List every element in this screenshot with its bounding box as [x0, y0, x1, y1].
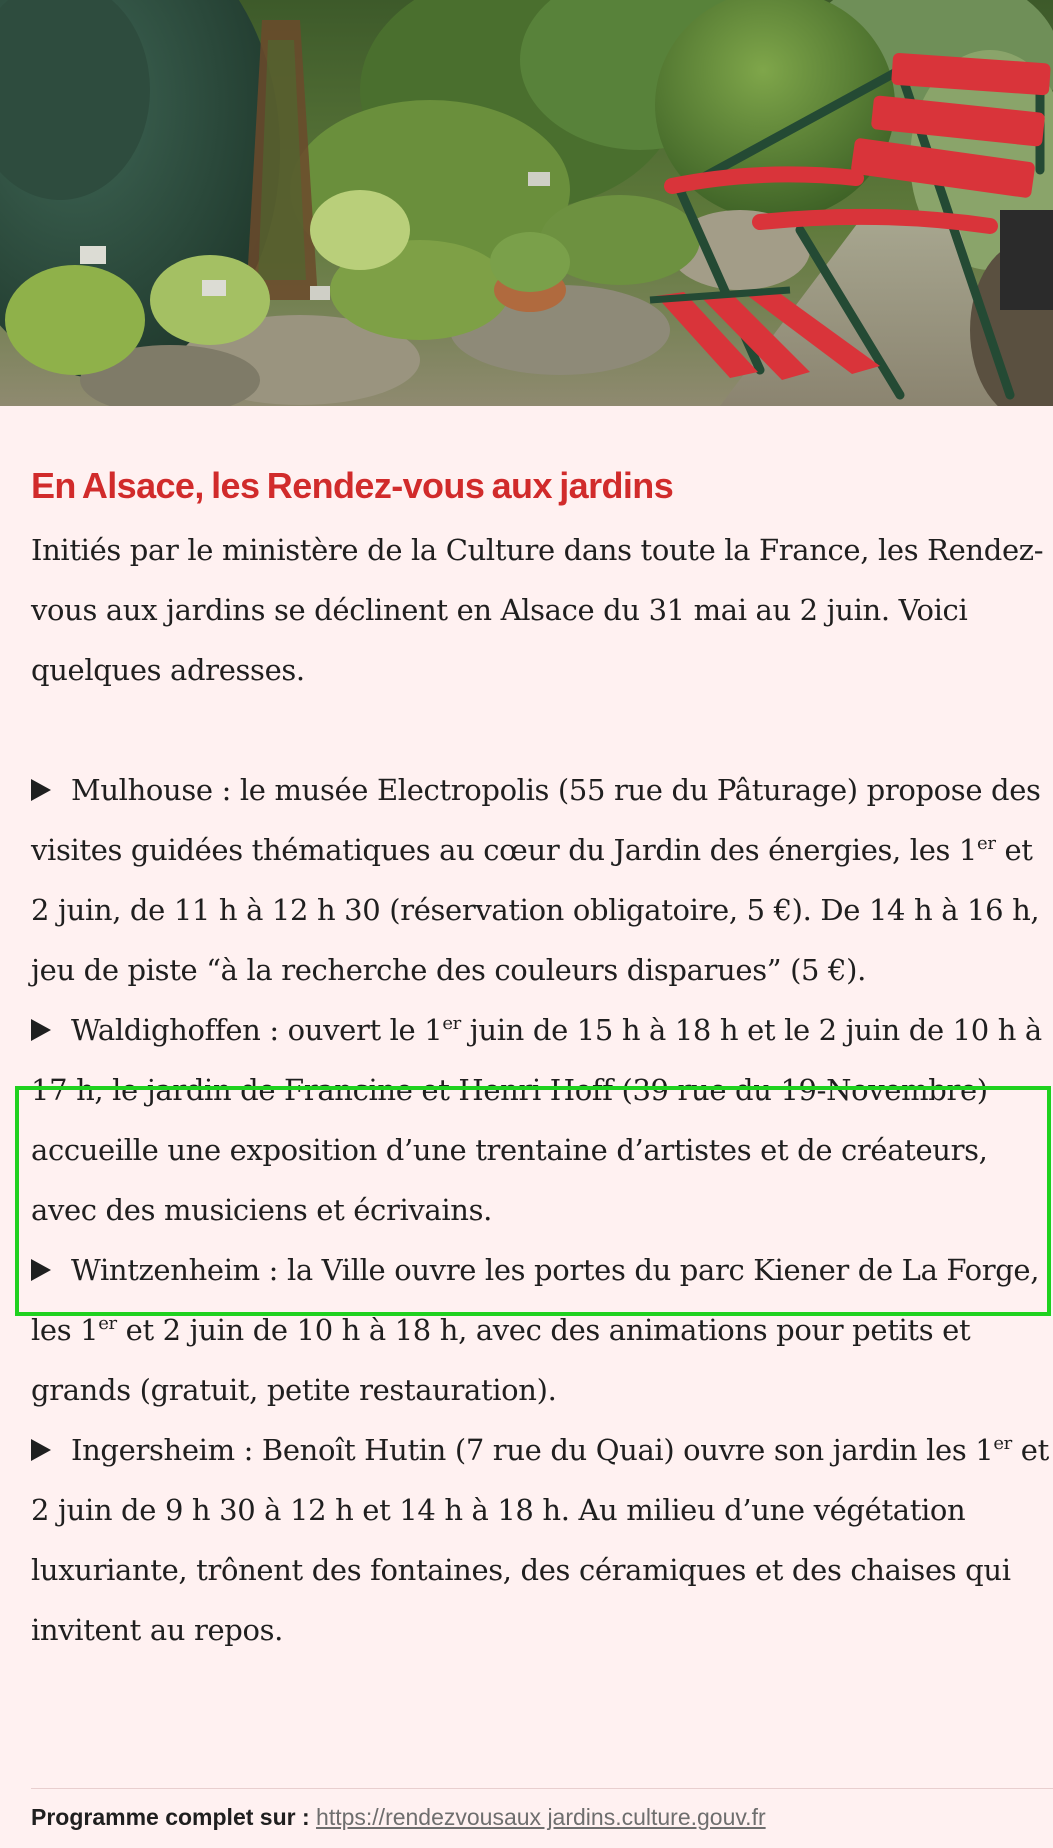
list-item-waldighoffen [31, 1000, 1051, 1240]
item-place: Waldighoffen [71, 1013, 261, 1047]
footer-divider [31, 1788, 1053, 1789]
item-sup: er [977, 833, 996, 854]
item-sup: er [442, 1013, 461, 1034]
triangle-right-icon [31, 1439, 51, 1461]
triangle-right-icon [31, 1019, 51, 1041]
item-text-cont: et 2 juin de 9 h 30 à 12 h et 14 h à 18 h. Au milieu d’une végétation luxuriante, trônent des fontaines, des céramiques et des chaises qui invitent au repos. [31, 1433, 1049, 1647]
item-text-cont: et 2 juin, de 11 h à 12 h 30 (réservation obligatoire, 5 €). De 14 h à 16 h, jeu de piste “à la recherche des couleurs disparues” (5 €). [31, 833, 1040, 987]
footer [31, 1800, 1051, 1834]
item-text-cont: et 2 juin de 10 h à 18 h, avec des animations pour petits et grands (gratuit, petite restauration). [31, 1313, 971, 1407]
article-intro: Initiés par le ministère de la Culture dans toute la France, les Rendez-vous aux jardins se déclinent en Alsace du 31 mai au 2 juin. Voici quelques adresses. [31, 533, 1044, 687]
item-place: Wintzenheim [71, 1253, 260, 1287]
item-text: : Benoît Hutin (7 rue du Quai) ouvre son jardin les 1 [234, 1433, 994, 1467]
item-text: : le musée Electropolis (55 rue du Pâturage) propose des visites guidées thématiques au cœur du Jardin des énergies, les 1 [31, 773, 1041, 867]
triangle-right-icon [31, 779, 51, 801]
item-place: Ingersheim [71, 1433, 235, 1467]
item-place: Mulhouse [71, 773, 213, 807]
item-text: : ouvert le 1 [260, 1013, 443, 1047]
footer-label: Programme complet sur : [31, 1804, 310, 1830]
article-body [31, 458, 1051, 1660]
garden-photo [0, 0, 1053, 406]
item-sup: er [993, 1433, 1012, 1454]
program-link[interactable]: https://rendezvousaux jardins.culture.gouv.fr [316, 1804, 766, 1830]
article-title: En Alsace, les Rendez-vous aux jardins [31, 465, 674, 506]
item-text-cont: juin de 15 h à 18 h et le 2 juin de 10 h à 17 h, le jardin de Francine et Henri Hoff (39 rue du 19-Novembre) accueille une exposition d’une trentaine d’artistes et de créateurs, avec des musiciens et écrivains. [31, 1013, 1042, 1227]
list-item-mulhouse [31, 760, 1051, 1000]
item-sup: er [98, 1313, 117, 1334]
list-item-ingersheim [31, 1420, 1051, 1660]
triangle-right-icon [31, 1259, 51, 1281]
item-text: : la Ville ouvre les portes du parc Kiener de La Forge, les 1 [31, 1253, 1040, 1347]
list-item-wintzenheim [31, 1240, 1051, 1420]
